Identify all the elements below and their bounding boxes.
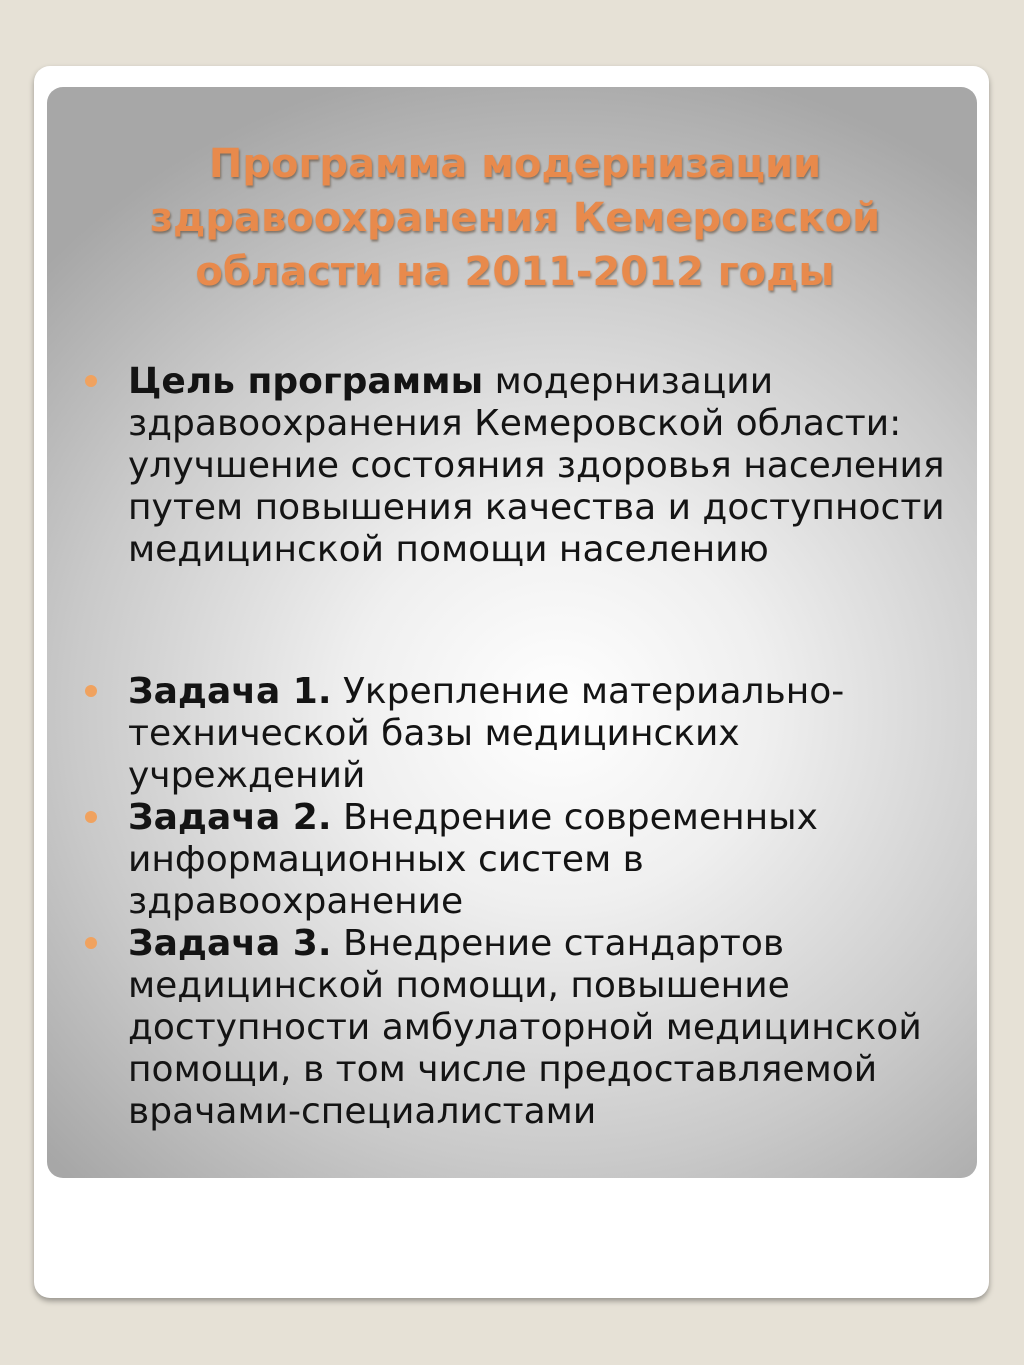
- bullet-task-3: [85, 923, 965, 1133]
- task-3-lead: Задача 3.: [128, 923, 332, 964]
- bullet-goal: [85, 361, 965, 571]
- slide-title: Программа модернизации здравоохранения Кемеровской области на 2011-2012 годы: [149, 141, 881, 295]
- task-2-text: Внедрение современных информационных систем в здравоохранение: [128, 797, 818, 922]
- goal-lead: Цель программы: [128, 361, 484, 402]
- bullet-dot-icon: [85, 937, 97, 949]
- bullet-list: [85, 361, 965, 1133]
- goal-text: модернизации здравоохранения Кемеровской области: улучшение состояния здоровья населения путем повышения качества и доступности медицинской помощи населению: [128, 361, 945, 570]
- bullet-dot-icon: [85, 685, 97, 697]
- task-1-lead: Задача 1.: [128, 671, 332, 712]
- bullet-dot-icon: [85, 811, 97, 823]
- bullet-task-1: [85, 671, 965, 797]
- task-2-lead: Задача 2.: [128, 797, 332, 838]
- bullet-dot-icon: [85, 375, 97, 387]
- task-3-text: Внедрение стандартов медицинской помощи, повышение доступности амбулаторной медицинской помощи, в том числе предоставляемой врачами-специалистами: [128, 923, 922, 1132]
- bullet-task-2: [85, 797, 965, 923]
- task-1-text: Укрепление материально-технической базы медицинских учреждений: [128, 671, 845, 796]
